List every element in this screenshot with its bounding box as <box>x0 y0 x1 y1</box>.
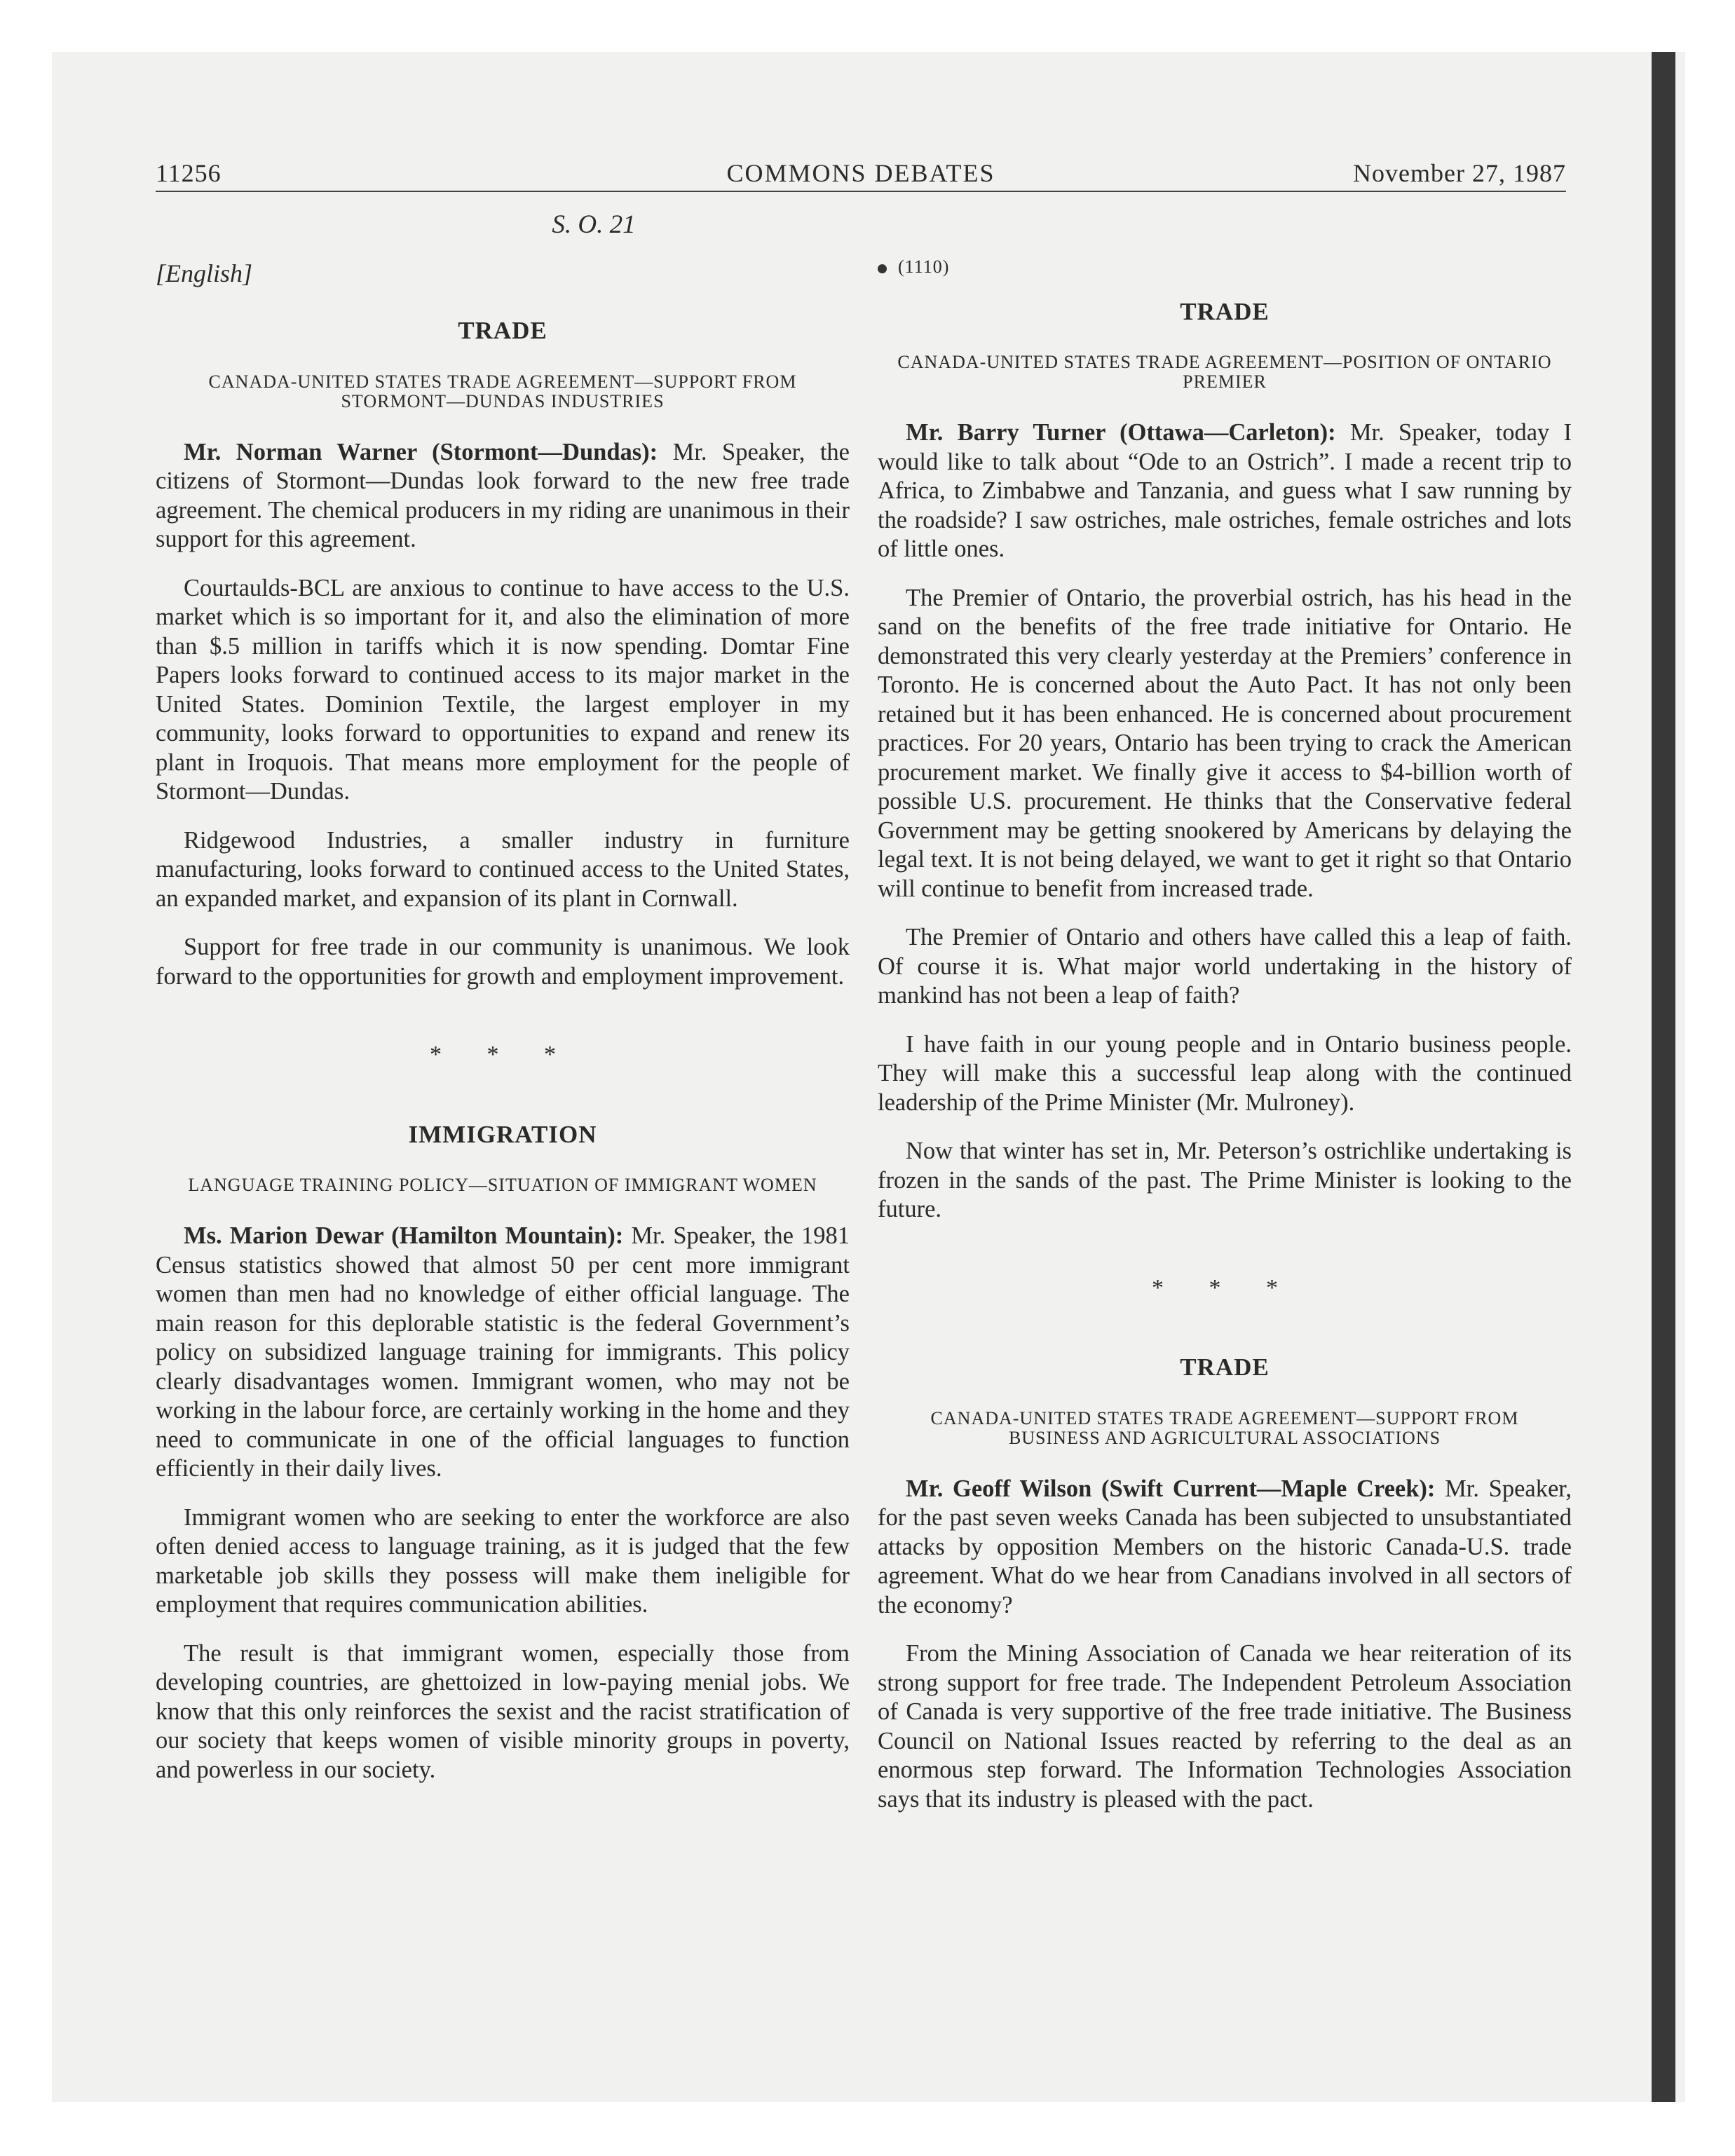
paragraph: Courtaulds-BCL are anxious to continue to have access to the U.S. market which is so important for it, and also the elimination of more than $.5 million in tariffs which it is now spending. Domtar Fine Papers looks forward to continued access to its major market in the United States. Dominion Textile, the largest employer in my community, looks forward to opportunities to expand and renew its plant in Iroquois. That means more employment for the people of Stormont—Dundas. <box>156 574 850 805</box>
paragraph-text: Mr. Speaker, the citizens of Stormont—Dundas look forward to the new free trade agreement. The chemical producers in my riding are unanimous in their support for this agreement. <box>156 438 850 552</box>
left-column <box>156 203 850 1804</box>
paragraph: The Premier of Ontario and others have called this a leap of faith. Of course it is. What major world undertaking in the history of mankind has not been a leap of faith? <box>878 924 1572 1009</box>
header-date: November 27, 1987 <box>1353 159 1566 187</box>
bullet-icon <box>878 264 887 273</box>
paragraph <box>878 1475 1572 1621</box>
paragraph: Support for free trade in our community is unanimous. We look forward to the opportunities for growth and employment improvement. <box>156 934 850 990</box>
standing-order-label: S. O. 21 <box>552 210 636 239</box>
section-subheading: LANGUAGE TRAINING POLICY—SITUATION OF IMMIGRANT WOMEN <box>188 1175 817 1195</box>
section-subheading: CANADA-UNITED STATES TRADE AGREEMENT—POSITION OF ONTARIO PREMIER <box>897 352 1552 392</box>
paragraph-text: Mr. Speaker, the 1981 Census statistics showed that almost 50 per cent more immigrant women than men had no knowledge of either official language. The main reason for this deplorable statistic is the federal Government’s policy on subsidized language training for immigrants. This policy clearly disadvantages women. Immigrant women, who may not be working in the labour force, are certainly working in the home and they need to communicate in one of the official languages to function efficiently in their daily lives. <box>156 1222 850 1482</box>
section-separator: * * * <box>430 1042 576 1067</box>
section-subheading: CANADA-UNITED STATES TRADE AGREEMENT—SUPPORT FROM BUSINESS AND AGRICULTURAL ASSOCIATIONS <box>930 1407 1519 1448</box>
section-heading: IMMIGRATION <box>408 1120 597 1148</box>
paragraph <box>878 418 1572 564</box>
timestamp-text: (1110) <box>898 257 950 277</box>
paragraph: Immigrant women who are seeking to enter the workforce are also often denied access to language training, as it is judged that the few marketable job skills they possess will make them ineligible for employment that requires communication abilities. <box>156 1503 850 1618</box>
section-heading: TRADE <box>1180 1353 1270 1381</box>
timestamp <box>878 252 1572 282</box>
speaker-name: Ms. Marion Dewar (Hamilton Mountain): <box>184 1222 624 1249</box>
paragraph: The Premier of Ontario, the proverbial ostrich, has his head in the sand on the benefits of the free trade initiative for Ontario. He demonstrated this very clearly yesterday at the Premiers’ conference in Toronto. He is concerned about the Auto Pact. It has not only been retained but it has been enhanced. He is concerned about procurement practices. For 20 years, Ontario has been trying to crack the American procurement market. We finally give it access to $4-billion worth of possible U.S. procurement. He thinks that the Conservative federal Government may be getting snookered by Americans by delaying the legal text. It is not being delayed, we want to get it right so that Ontario will continue to benefit from increased trade. <box>878 584 1572 902</box>
running-title: COMMONS DEBATES <box>726 159 995 187</box>
page-header <box>156 156 1566 192</box>
section-separator: * * * <box>1152 1274 1298 1301</box>
paragraph-text: Mr. Speaker, for the past seven weeks Canada has been subjected to unsubstantiated attacks by opposition Members on the historic Canada-U.S. trade agreement. What do we hear from Canadians involved in all sectors of the economy? <box>878 1475 1572 1618</box>
speaker-name: Mr. Norman Warner (Stormont—Dundas): <box>184 438 658 465</box>
paragraph <box>156 438 850 554</box>
paragraph <box>156 1222 850 1484</box>
section-heading: TRADE <box>1180 297 1270 325</box>
section-heading: TRADE <box>458 317 547 344</box>
paragraph: From the Mining Association of Canada we hear reiteration of its strong support for free trade. The Independent Petroleum Association of Canada is very supportive of the free trade initiative. The Business Council on National Issues reacted by referring to the deal as an enormous step forward. The Information Technologies Association says that its industry is pleased with the pact. <box>878 1640 1572 1813</box>
section-subheading: CANADA-UNITED STATES TRADE AGREEMENT—SUPPORT FROM STORMONT—DUNDAS INDUSTRIES <box>208 371 797 411</box>
page-number: 11256 <box>156 159 222 187</box>
paragraph: The result is that immigrant women, especially those from developing countries, are ghettoized in low-paying menial jobs. We know that this only reinforces the sexist and the racist stratification of our society that keeps women of visible minority groups in poverty, and powerless in our society. <box>156 1639 850 1783</box>
paragraph: Ridgewood Industries, a smaller industry in furniture manufacturing, looks forward to continued access to the United States, an expanded market, and expansion of its plant in Cornwall. <box>156 826 850 912</box>
paragraph-text: Mr. Speaker, today I would like to talk about “Ode to an Ostrich”. I made a recent trip to Africa, to Zimbabwe and Tanzania, and guess what I saw running by the roadside? I saw ostriches, male ostriches, female ostriches and lots of little ones. <box>878 419 1572 562</box>
scan-edge-shadow <box>1652 52 1675 2102</box>
paragraph: Now that winter has set in, Mr. Peterson’s ostrichlike undertaking is frozen in the sands of the past. The Prime Minister is looking to the future. <box>878 1138 1572 1222</box>
speaker-name: Mr. Barry Turner (Ottawa—Carleton): <box>906 419 1336 446</box>
language-note: [English] <box>156 259 253 287</box>
paragraph: I have faith in our young people and in Ontario business people. They will make this a successful leap along with the continued leadership of the Prime Minister (Mr. Mulroney). <box>878 1030 1572 1116</box>
right-column <box>878 203 1572 1834</box>
speaker-name: Mr. Geoff Wilson (Swift Current—Maple Creek): <box>906 1475 1436 1502</box>
